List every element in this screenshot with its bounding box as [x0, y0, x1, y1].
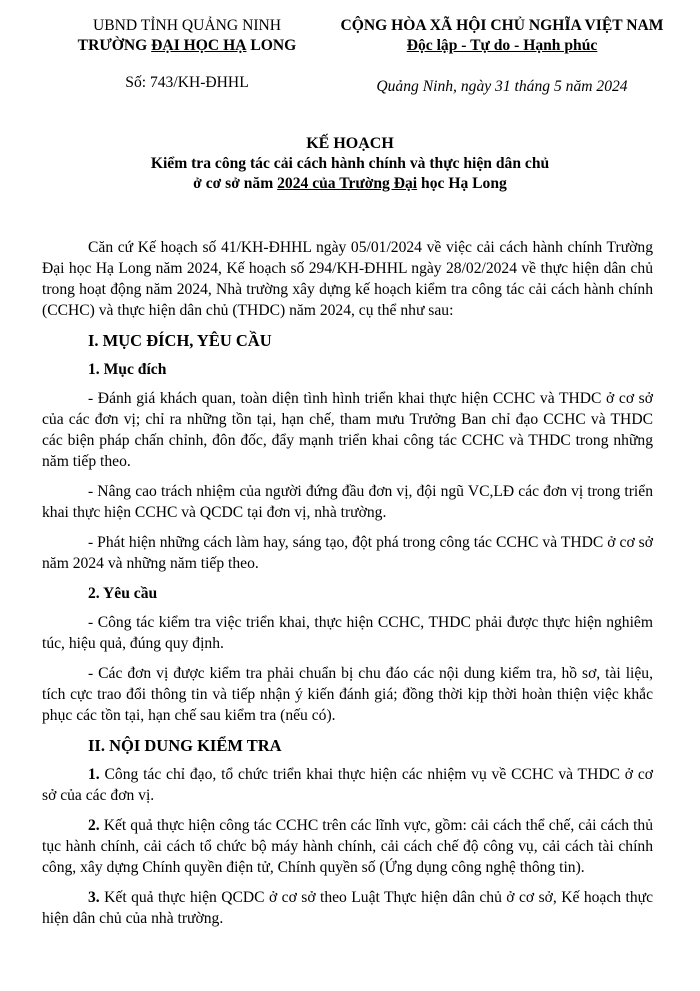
document-body — [42, 237, 653, 929]
document-number: Số: 743/KH-ĐHHL — [125, 74, 249, 91]
content-item-2-number: 2. — [88, 817, 100, 834]
issuer-block — [52, 16, 322, 56]
title-sub2-pre: ở cơ sở năm — [193, 175, 278, 192]
national-title: CỘNG HÒA XÃ HỘI CHỦ NGHĨA VIỆT NAM — [340, 17, 664, 34]
intro-paragraph: Căn cứ Kế hoạch số 41/KH-ĐHHL ngày 05/01/2024 về việc cải cách hành chính Trường Đại học Hạ Long năm 2024, Kế hoạch số 294/KH-ĐHHL ngày 28/02/2024 về thực hiện dân chủ trong hoạt động năm 2024, Nhà trường xây dựng kế hoạch kiểm tra công tác cải cách hành chính (CCHC) và thực hiện dân chủ (THDC) năm 2024, cụ thể như sau: — [42, 239, 653, 319]
title-sub2-post: học Hạ Long — [417, 175, 507, 192]
section-heading-2: II. NỘI DUNG KIỂM TRA — [88, 736, 282, 755]
title-main: KẾ HOẠCH — [306, 135, 394, 152]
issuer-name — [52, 36, 322, 56]
title-sub2-underlined: 2024 của Trường Đại — [277, 175, 418, 192]
issuer-name-pre: TRƯỜNG — [77, 37, 152, 54]
issuer-name-post: LONG — [246, 37, 297, 54]
content-item-3-text: Kết quả thực hiện QCDC ở cơ sở theo Luật Thực hiện dân chủ ở cơ sở, Kế hoạch thực hiện dân chủ của nhà trường. — [42, 889, 653, 927]
national-motto-block — [310, 16, 694, 56]
section-heading-1: I. MỤC ĐÍCH, YÊU CẦU — [88, 331, 272, 350]
content-item-3-number: 3. — [88, 889, 100, 906]
content-item-2 — [42, 815, 653, 878]
issuer-parent: UBND TỈNH QUẢNG NINH — [92, 17, 282, 34]
title-sub-line2 — [40, 174, 660, 194]
requirement-item-2: - Các đơn vị được kiểm tra phải chuẩn bị chu đáo các nội dung kiểm tra, hồ sơ, tài liệu, tích cực trao đổi thông tin và tiếp nhận ý kiến đánh giá; đồng thời kịp thời hoàn thiện việc khắc phục các tồn tại, hạn chế sau kiểm tra (nếu có). — [42, 665, 653, 724]
subsection-heading-purpose: 1. Mục đích — [88, 361, 167, 378]
content-item-3 — [42, 887, 653, 929]
subsection-heading-requirements: 2. Yêu cầu — [88, 585, 158, 602]
purpose-item-2: - Nâng cao trách nhiệm của người đứng đầu đơn vị, đội ngũ VC,LĐ các đơn vị trong triển khai thực hiện CCHC và QCDC tại đơn vị, nhà trường. — [42, 483, 653, 521]
content-item-1-number: 1. — [88, 766, 100, 783]
purpose-item-3: - Phát hiện những cách làm hay, sáng tạo, đột phá trong công tác CCHC và THDC ở cơ sở năm 2024 và những năm tiếp theo. — [42, 534, 653, 572]
title-sub-line1: Kiểm tra công tác cải cách hành chính và thực hiện dân chủ — [150, 155, 550, 172]
requirement-item-1: - Công tác kiểm tra việc triển khai, thực hiện CCHC, THDC phải được thực hiện nghiêm túc, hiệu quả, đúng quy định. — [42, 614, 653, 652]
content-item-1 — [42, 764, 653, 806]
national-motto — [310, 36, 694, 56]
date-line: Quảng Ninh, ngày 31 tháng 5 năm 2024 — [376, 78, 628, 95]
issuer-name-underlined: ĐẠI HỌC HẠ — [151, 37, 247, 54]
motto-text: Độc lập - Tự do - Hạnh phúc — [406, 37, 598, 54]
document-title — [40, 134, 660, 194]
purpose-item-1: - Đánh giá khách quan, toàn diện tình hình triển khai thực hiện CCHC và THDC ở cơ sở của các đơn vị; chỉ ra những tồn tại, hạn chế, tham mưu Trưởng Ban chỉ đạo CCHC và THDC các biện pháp chấn chỉnh, đôn đốc, đẩy mạnh triển khai công tác CCHC và THDC trong những năm tiếp theo. — [42, 390, 653, 470]
content-item-2-text: Kết quả thực hiện công tác CCHC trên các lĩnh vực, gồm: cải cách thể chế, cải cách thủ tục hành chính, cải cách tổ chức bộ máy hành chính, cải cách chế độ công vụ, cải cách tài chính công, xây dựng Chính quyền điện tử, Chính quyền số (Ứng dụng công nghệ thông tin). — [42, 817, 653, 876]
content-item-1-text: Công tác chỉ đạo, tổ chức triển khai thực hiện các nhiệm vụ về CCHC và THDC ở cơ sở của các đơn vị. — [42, 766, 653, 804]
